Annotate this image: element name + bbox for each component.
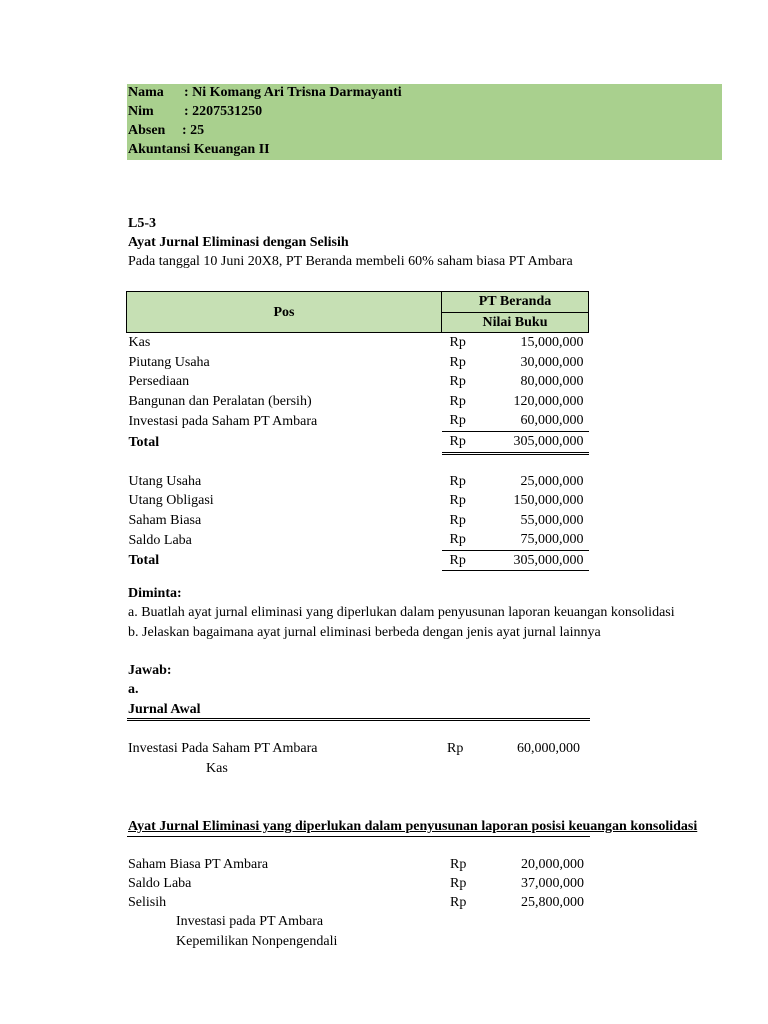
table-row [127,372,589,392]
table-row [127,491,589,511]
row-currency: Rp [449,473,466,489]
diminta-b: b. Jelaskan bagaimana ayat jurnal eliminasi berbeda dengan jenis ayat jurnal lainnya [128,625,601,640]
total-row [127,431,589,453]
problem-intro: Pada tanggal 10 Juni 20X8, PT Beranda membeli 60% saham biasa PT Ambara [128,254,573,269]
eliminasi-credit-account: Kepemilikan Nonpengendali [176,934,338,949]
row-currency: Rp [449,354,466,370]
balance-table [126,291,589,571]
eliminasi-debit-value: 37,000,000 [521,876,584,891]
eliminasi-currency: Rp [450,895,467,910]
col-sub-header: Nilai Buku [442,312,589,333]
row-value: 30,000,000 [520,354,584,370]
row-value: 15,000,000 [520,335,584,351]
eliminasi-debit-account: Saham Biasa PT Ambara [128,857,269,872]
row-currency: Rp [449,374,466,390]
absen-row [128,123,204,139]
row-label: Saham Biasa [128,512,202,528]
row-label: Utang Obligasi [128,493,214,509]
nim-label: Nim [128,104,154,119]
row-value: 75,000,000 [490,530,589,550]
row-currency: Rp [449,512,466,528]
diminta-title: Diminta: [128,586,182,601]
absen-value: : 25 [182,123,205,138]
row-label: Kas [128,335,151,351]
problem-code: L5-3 [128,216,156,231]
row-label: Bangunan dan Peralatan (bersih) [128,393,312,409]
row-value: 80,000,000 [520,374,584,390]
row-currency: Rp [442,530,490,550]
eliminasi-debit-value: 25,800,000 [521,895,584,910]
row-currency: Rp [449,493,466,509]
nama-label: Nama [128,85,164,100]
row-label: Saldo Laba [128,532,192,548]
eliminasi-debit-account: Saldo Laba [128,876,192,891]
row-label: Investasi pada Saham PT Ambara [128,413,318,429]
row-currency: Rp [449,393,466,409]
table-row [127,530,589,550]
table-row [127,411,589,431]
row-value: 150,000,000 [513,493,584,509]
row-label: Piutang Usaha [128,354,210,370]
jurnal-awal-currency: Rp [447,741,464,756]
table-row [127,472,589,492]
eliminasi-debit-account: Selisih [128,895,167,910]
table-row [127,333,589,353]
row-label: Utang Usaha [128,473,202,489]
total-value: 305,000,000 [490,550,589,571]
row-currency: Rp [442,411,490,431]
jurnal-awal-debit-value: 60,000,000 [517,741,580,756]
row-value: 55,000,000 [520,512,584,528]
jurnal-awal-title: Jurnal Awal [128,702,201,717]
col-company-header: PT Beranda [442,292,589,313]
diminta-a: a. Buatlah ayat jurnal eliminasi yang diperlukan dalam penyusunan laporan keuangan konsolidasi [128,605,675,620]
total-label: Total [128,552,160,568]
eliminasi-underline [127,836,590,837]
nim-row [128,104,262,120]
col-pos-header: Pos [127,292,442,333]
total-label: Total [128,434,160,450]
nama-value: : Ni Komang Ari Trisna Darmayanti [184,85,402,100]
eliminasi-currency: Rp [450,857,467,872]
eliminasi-debit-value: 20,000,000 [521,857,584,872]
jawab-part: a. [128,682,139,697]
absen-label: Absen [128,123,166,138]
nama-row [128,85,402,101]
jawab-title: Jawab: [128,663,172,678]
nim-value: : 2207531250 [184,104,263,119]
total-value: 305,000,000 [490,431,589,453]
course-title: Akuntansi Keuangan II [128,142,270,157]
row-currency: Rp [442,431,490,453]
row-value: 60,000,000 [490,411,589,431]
jurnal-awal-underline [127,718,590,721]
row-currency: Rp [449,335,466,351]
row-currency: Rp [442,550,490,571]
table-row [127,511,589,531]
total-row [127,550,589,571]
table-row [127,392,589,412]
eliminasi-currency: Rp [450,876,467,891]
eliminasi-credit-account: Investasi pada PT Ambara [176,914,324,929]
row-value: 25,000,000 [520,473,584,489]
eliminasi-title: Ayat Jurnal Eliminasi yang diperlukan dalam penyusunan laporan posisi keuangan konsolidasi [128,819,698,834]
row-value: 120,000,000 [513,393,584,409]
jurnal-awal-credit-account: Kas [206,761,228,776]
row-label: Persediaan [128,374,190,390]
table-row [127,353,589,373]
problem-title: Ayat Jurnal Eliminasi dengan Selisih [128,235,349,250]
spacer-row [127,453,589,472]
jurnal-awal-debit-account: Investasi Pada Saham PT Ambara [128,741,318,756]
